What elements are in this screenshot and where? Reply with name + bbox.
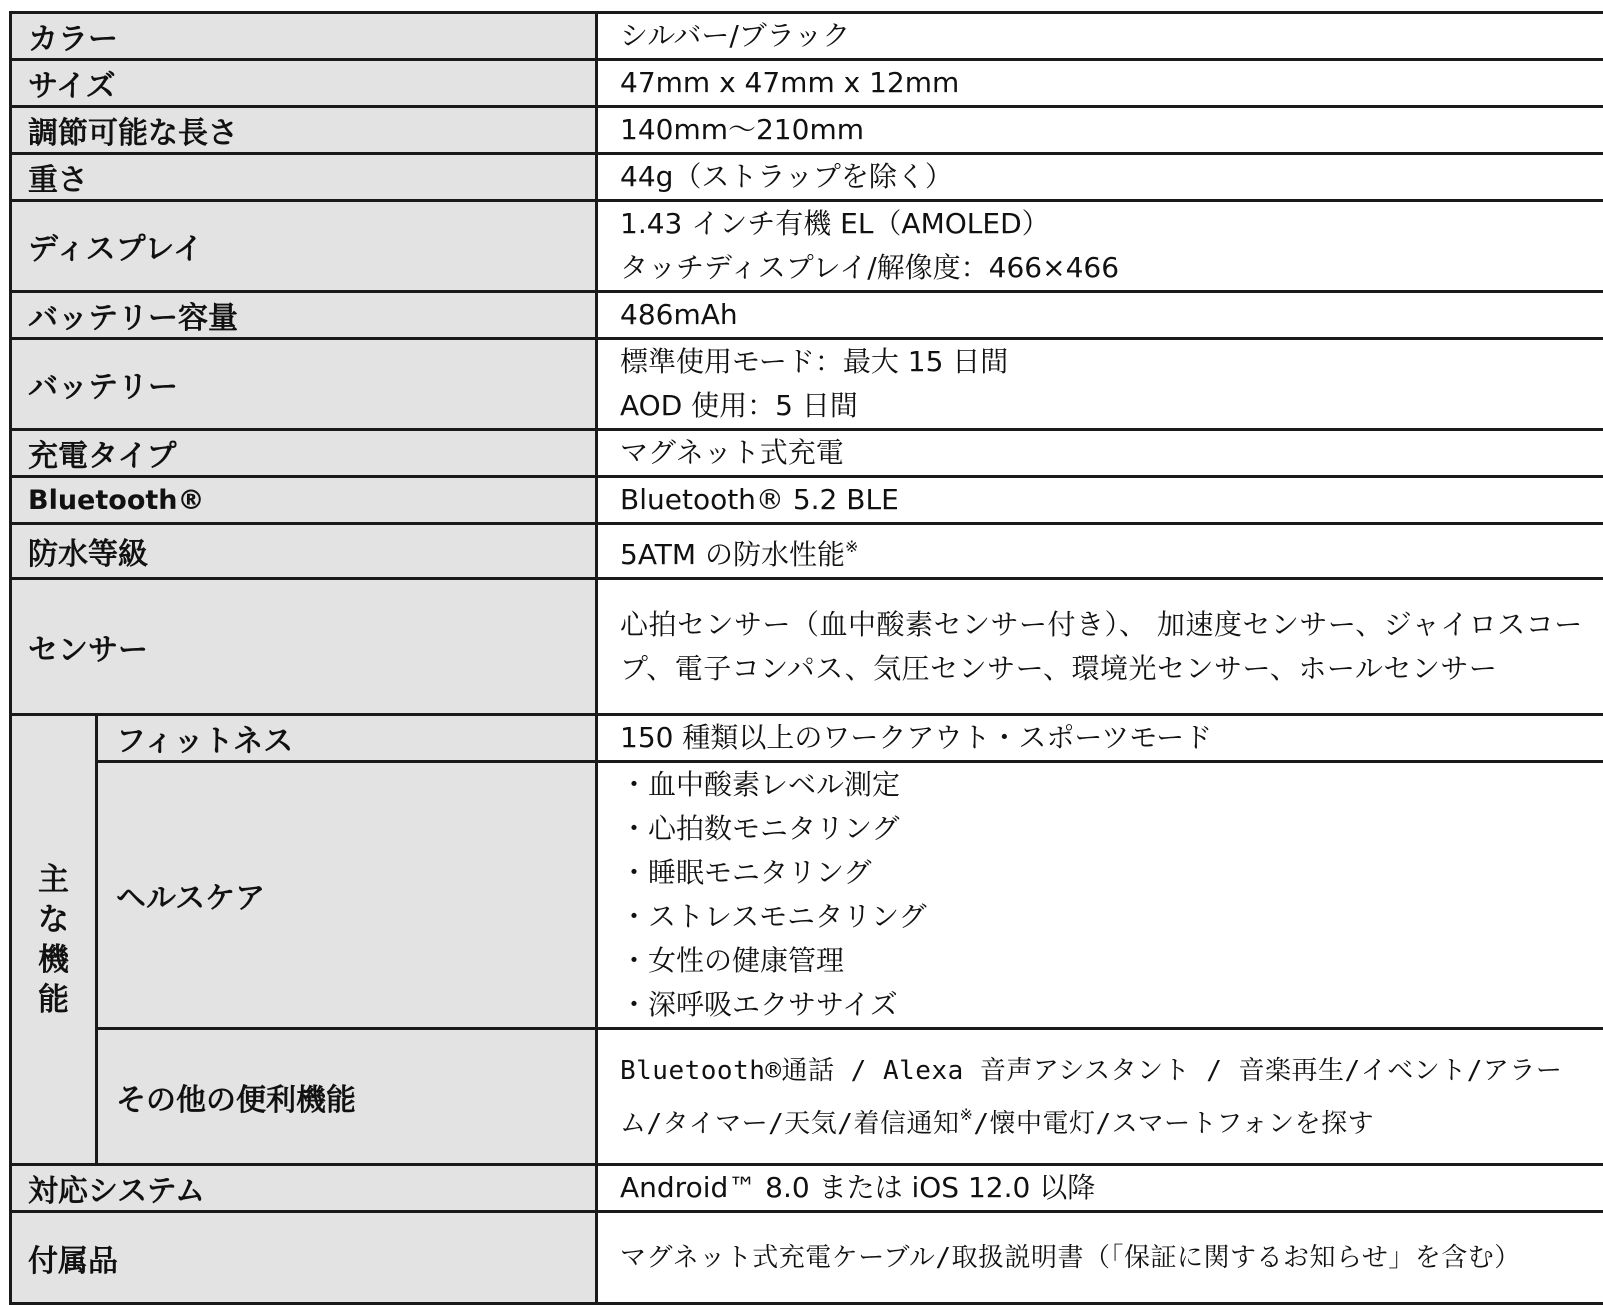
other-features-text: Bluetooth®通話 / Alexa 音声アシスタント / 音楽再生/イベント/アラーム/タイマー/天気/着信通知 bbox=[620, 1056, 1562, 1139]
list-item: ・心拍数モニタリング bbox=[620, 807, 1589, 851]
spec-value: 44g（ストラップを除く） bbox=[597, 154, 1603, 201]
table-row bbox=[11, 715, 1603, 762]
group-char: 能 bbox=[12, 980, 95, 1020]
spec-label: 重さ bbox=[11, 154, 597, 201]
features-group-label bbox=[11, 715, 97, 1165]
spec-label: フィットネス bbox=[97, 715, 597, 762]
spec-value: Android™ 8.0 または iOS 12.0 以降 bbox=[597, 1165, 1603, 1212]
spec-value bbox=[597, 201, 1603, 292]
table-row bbox=[11, 292, 1603, 339]
spec-table bbox=[9, 11, 1603, 1305]
spec-value: 47mm x 47mm x 12mm bbox=[597, 60, 1603, 107]
spec-value: 140mm～210mm bbox=[597, 107, 1603, 154]
spec-label: 充電タイプ bbox=[11, 430, 597, 477]
spec-label: ディスプレイ bbox=[11, 201, 597, 292]
list-item: ・睡眠モニタリング bbox=[620, 851, 1589, 895]
battery-line: 標準使用モード：最大 15 日間 bbox=[620, 340, 1589, 384]
spec-label: 対応システム bbox=[11, 1165, 597, 1212]
spec-label: 調節可能な長さ bbox=[11, 107, 597, 154]
display-line: 1.43 インチ有機 EL（AMOLED） bbox=[620, 202, 1589, 246]
waterproof-text: 5ATM の防水性能 bbox=[620, 538, 845, 571]
table-row bbox=[11, 201, 1603, 292]
spec-value: 150 種類以上のワークアウト・スポーツモード bbox=[597, 715, 1603, 762]
spec-value: マグネット式充電 bbox=[597, 430, 1603, 477]
table-row bbox=[11, 762, 1603, 1029]
table-row bbox=[11, 579, 1603, 715]
table-row bbox=[11, 154, 1603, 201]
spec-value bbox=[597, 524, 1603, 579]
spec-value bbox=[597, 762, 1603, 1029]
list-item: ・血中酸素レベル測定 bbox=[620, 763, 1589, 807]
table-row bbox=[11, 477, 1603, 524]
table-row bbox=[11, 339, 1603, 430]
spec-value: 486mAh bbox=[597, 292, 1603, 339]
table-row bbox=[11, 1029, 1603, 1165]
table-row bbox=[11, 107, 1603, 154]
spec-value: マグネット式充電ケーブル/取扱説明書（「保証に関するお知らせ」を含む） bbox=[597, 1212, 1603, 1304]
spec-label: ヘルスケア bbox=[97, 762, 597, 1029]
spec-label: バッテリー容量 bbox=[11, 292, 597, 339]
spec-value bbox=[597, 1029, 1603, 1165]
spec-value: Bluetooth® 5.2 BLE bbox=[597, 477, 1603, 524]
display-line: タッチディスプレイ/解像度：466×466 bbox=[620, 246, 1589, 290]
table-row bbox=[11, 430, 1603, 477]
group-char: な bbox=[12, 900, 95, 940]
spec-label: サイズ bbox=[11, 60, 597, 107]
spec-value: 心拍センサー（血中酸素センサー付き）、 加速度センサー、ジャイロスコープ、電子コンパス、気圧センサー、環境光センサー、ホールセンサー bbox=[597, 579, 1603, 715]
battery-line: AOD 使用：5 日間 bbox=[620, 384, 1589, 428]
group-char: 機 bbox=[12, 940, 95, 980]
other-features-text-cont: /懐中電灯/スマートフォンを探す bbox=[973, 1109, 1374, 1139]
spec-value: シルバー/ブラック bbox=[597, 13, 1603, 60]
table-row bbox=[11, 1165, 1603, 1212]
group-char: 主 bbox=[12, 860, 95, 900]
spec-value bbox=[597, 339, 1603, 430]
spec-label: センサー bbox=[11, 579, 597, 715]
spec-label: 防水等級 bbox=[11, 524, 597, 579]
spec-label: 付属品 bbox=[11, 1212, 597, 1304]
table-row bbox=[11, 524, 1603, 579]
list-item: ・女性の健康管理 bbox=[620, 939, 1589, 983]
list-item: ・深呼吸エクササイズ bbox=[620, 983, 1589, 1027]
spec-label: カラー bbox=[11, 13, 597, 60]
note-mark: ※ bbox=[959, 1105, 973, 1124]
spec-label: Bluetooth® bbox=[11, 477, 597, 524]
table-row bbox=[11, 13, 1603, 60]
spec-label: バッテリー bbox=[11, 339, 597, 430]
list-item: ・ストレスモニタリング bbox=[620, 895, 1589, 939]
table-row bbox=[11, 60, 1603, 107]
note-mark: ※ bbox=[845, 537, 858, 556]
table-row bbox=[11, 1212, 1603, 1304]
spec-label: その他の便利機能 bbox=[97, 1029, 597, 1165]
